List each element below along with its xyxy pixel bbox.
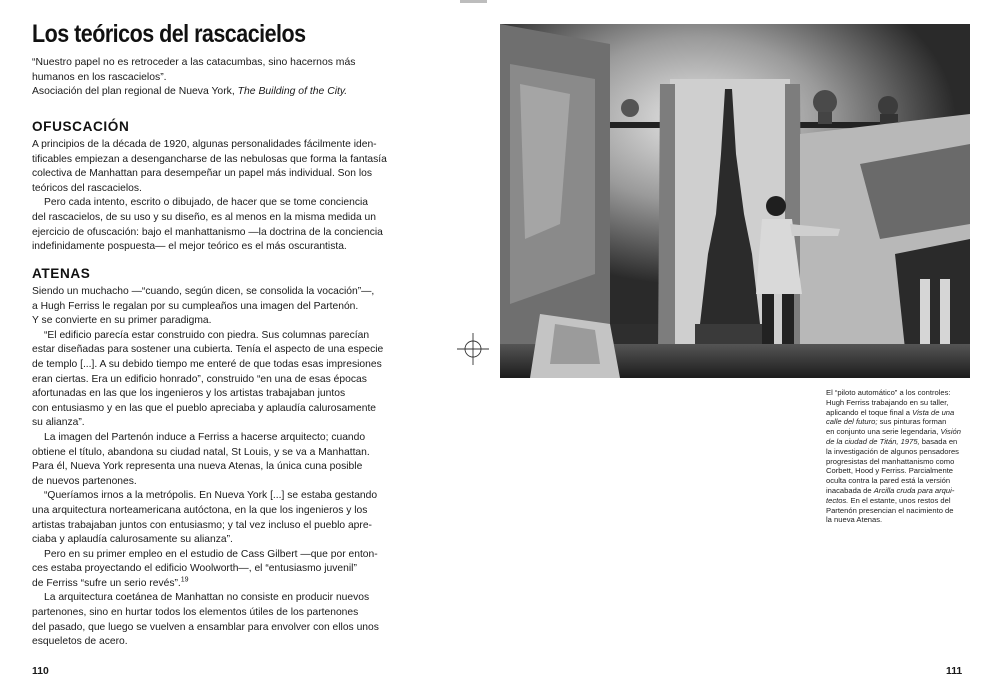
body-line: eran ciertas. Era un edificio honrado”, construido “en una de esas épocas: [32, 373, 367, 385]
body-line: A principios de la década de 1920, algunas personalidades fácilmente iden-: [32, 139, 377, 150]
body-line: tificables empiezan a desengancharse de las nebulosas que forma la fantasía: [32, 153, 387, 165]
body-line: Siendo un muchacho —“cuando, según dicen, se consolida la vocación”—,: [32, 286, 375, 297]
body-line: de Ferriss “sufre un serio revés”.$^{19}$: [32, 576, 189, 589]
caption-line: la investigación de algunos pensadores: [826, 446, 959, 456]
caption-line: aplicando el toque final a Vista de una: [826, 407, 955, 417]
body-line: “El edificio parecía estar construido con piedra. Sus columnas parecían: [44, 329, 370, 341]
body-line: una arquitectura norteamericana autóctona, en la que los ingenieros y los: [32, 504, 368, 516]
studio-photograph: [500, 24, 970, 378]
caption-line: la nueva Atenas.: [826, 515, 883, 525]
body-line: a Hugh Ferriss le regalan por su cumpleaños una imagen del Partenón.: [32, 300, 359, 312]
caption-line: calle del futuro; sus pinturas forman: [826, 417, 947, 427]
caption-line: Corbett, Hood y Ferriss. Parcialmente: [826, 466, 954, 476]
caption-line: progresistas del manhattanismo como: [826, 456, 955, 466]
footnote-reference[interactable]: 19: [180, 576, 189, 584]
epigraph-quote-line: humanos en los rascacielos”.: [32, 71, 167, 83]
epigraph-attribution: Asociación del plan regional de Nueva York, The Building of the City.: [32, 86, 348, 98]
caption-line: en conjunto una serie legendaria, Visión: [826, 427, 961, 437]
page-number-left: 110: [32, 666, 49, 677]
caption-line: El “piloto automático” a los controles:: [826, 388, 951, 397]
caption-line: tectos. En el estante, unos restos del: [826, 495, 951, 505]
caption-line: de la ciudad de Titán, 1975, basada en: [826, 436, 958, 446]
photo-illustration: [500, 24, 970, 378]
body-line: su alianza”.: [32, 417, 85, 429]
epigraph-work-title: The Building of the City.: [237, 86, 348, 98]
body-line: con entusiasmo y en las que el pueblo apreciaba y aplaudía calurosamente: [32, 402, 377, 414]
section-body-ofuscacion: [32, 138, 387, 255]
body-line: “Queríamos irnos a la metrópolis. En Nueva York [...] se estaba gestando: [44, 490, 378, 502]
caption-line: oculta contra la pared está la versión: [826, 476, 951, 486]
body-line: ciaba y aplaudía calurosamente su alianza”.: [32, 534, 233, 546]
epigraph: [32, 56, 362, 100]
registration-mark-icon: [457, 333, 489, 365]
body-line: estar diseñadas para sostener una cubierta. Tenía el aspecto de una especie: [32, 344, 384, 356]
caption-line: inacabada de Arcilla cruda para arqui-: [826, 485, 955, 495]
body-line: del pasado, que luego se vuelven a ensamblar para envolver con ellos unos: [32, 621, 379, 633]
body-line: Pero cada intento, escrito o dibujado, de hacer que se tome conciencia: [44, 197, 368, 209]
body-line: del rascacielos, de su uso y su diseño, es al menos en la misma medida un: [32, 211, 376, 223]
body-line: Pero en su primer empleo en el estudio de Cass Gilbert —que por enton-: [44, 548, 378, 560]
epigraph-quote-line: “Nuestro papel no es retroceder a las catacumbas, sino hacernos más: [32, 57, 356, 68]
body-line: artistas trabajaban juntos con entusiasmo; y tal vez incluso el pueblo apre-: [32, 519, 372, 531]
body-line: Para él, Nueva York representa una nueva Atenas, la única cuna posible: [32, 461, 363, 473]
body-line: de nuevos partenones.: [32, 475, 137, 487]
left-page: [0, 0, 490, 697]
caption-line: Partenón presencian el nacimiento de: [826, 505, 954, 515]
body-line: de templo [...]. A su debido tiempo me enteré de que todas esas impresiones: [32, 358, 382, 370]
chapter-title: Los teóricos del rascacielos: [32, 20, 306, 48]
body-line: afortunadas en las que los ingenieros y los artistas trabajaban juntos: [32, 388, 346, 400]
body-line: indefinidamente pospuesta— el mejor teórico es el más oscurantista.: [32, 241, 347, 253]
body-line: La arquitectura coetánea de Manhattan no consiste en producir nuevos: [44, 592, 370, 604]
body-line: colectiva de Manhattan para desempeñar un papel más individual. Son los: [32, 168, 373, 180]
section-body-atenas: [32, 285, 383, 650]
body-line: Y se convierte en su primer paradigma.: [32, 315, 212, 327]
section-heading-ofuscacion: OFUSCACIÓN: [32, 119, 130, 134]
body-line: teóricos del rascacielos.: [32, 182, 142, 194]
photo-caption: [826, 388, 976, 525]
body-line: esqueletos de acero.: [32, 636, 128, 648]
body-line: La imagen del Partenón induce a Ferriss a hacerse arquitecto; cuando: [44, 431, 366, 443]
caption-line: Hugh Ferriss trabajando en su taller,: [826, 397, 949, 407]
body-line: partenones, sino en hurtar todos los elementos útiles de los partenones: [32, 607, 359, 619]
body-line: ejercicio de ofuscación: bajo el manhattanismo —la doctrina de la conciencia: [32, 226, 383, 238]
body-line: obtiene el título, abandona su ciudad natal, St Louis, y se va a Manhattan.: [32, 446, 370, 458]
section-heading-atenas: ATENAS: [32, 266, 91, 281]
body-line: ces estaba proyectando el edificio Woolworth—, el “entusiasmo juvenil”: [32, 563, 357, 575]
page-number-right: 111: [946, 666, 963, 677]
